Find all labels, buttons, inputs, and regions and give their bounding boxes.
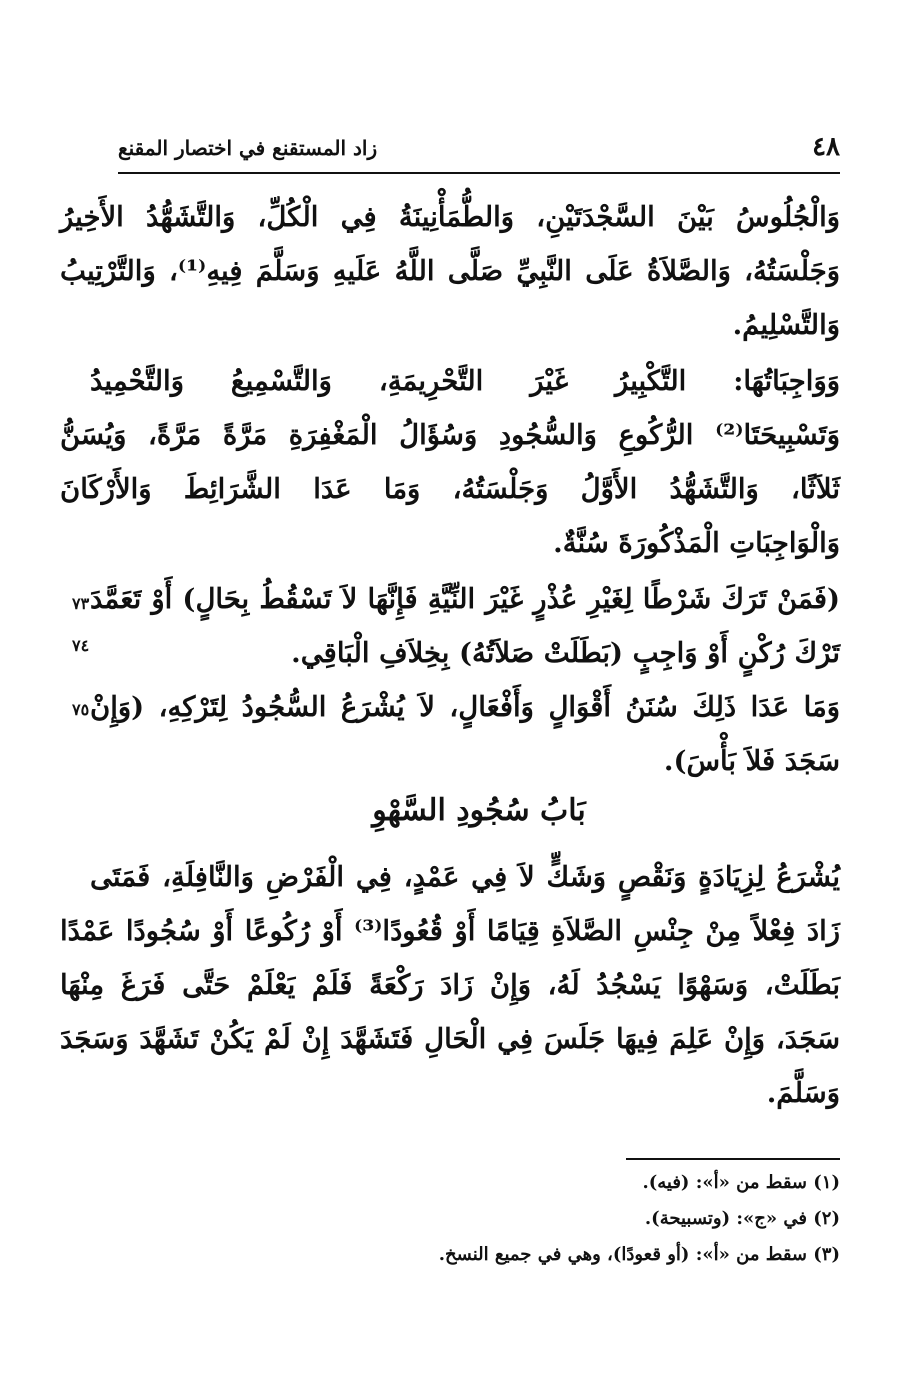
body-line: زَادَ فِعْلاً مِنْ جِنْسِ الصَّلاَةِ قِيَامًا أَوْ قُعُودًا⁽³⁾ أَوْ رُكُوعًا أَوْ سُجُودًا عَمْدًا bbox=[60, 915, 840, 947]
footnote: (١) سقط من «أ»: (فيه). bbox=[642, 1172, 840, 1193]
body-line: بَطَلَتْ، وَسَهْوًا يَسْجُدُ لَهُ، وَإِنْ زَادَ رَكْعَةً فَلَمْ يَعْلَمْ حَتَّى فَرَغَ مِنْهَا bbox=[60, 969, 840, 1001]
header-rule bbox=[118, 172, 840, 174]
body-line: سَجَدَ، وَإِنْ عَلِمَ فِيهَا جَلَسَ فِي الْحَالِ فَتَشَهَّدَ إِنْ لَمْ يَكُنْ تَشَهَّدَ وَسَجَدَ bbox=[60, 1023, 840, 1055]
body-line: وَتَسْبِيحَتَا⁽²⁾ الرُّكُوعِ وَالسُّجُودِ وَسُؤَالُ الْمَغْفِرَةِ مَرَّةً مَرَّةً، وَيُسَنُّ bbox=[60, 419, 840, 451]
page-header bbox=[118, 128, 840, 174]
body-line: يُشْرَعُ لِزِيَادَةٍ وَنَقْصٍ وَشَكٍّ لاَ فِي عَمْدٍ، فِي الْفَرْضِ وَالنَّافِلَةِ، فَمَتَى bbox=[90, 861, 840, 893]
body-line: (فَمَنْ تَرَكَ شَرْطًا لِغَيْرِ عُذْرٍ غَيْرَ النِّيَّةِ فَإِنَّهَا لاَ تَسْقُطُ بِحَالٍ) أَوْ تَعَمَّدَ bbox=[90, 583, 840, 615]
page-number: ٤٨ bbox=[812, 132, 840, 162]
body-line: وَالْجُلُوسُ بَيْنَ السَّجْدَتَيْنِ، وَالطُّمَأْنِينَةُ فِي الْكُلِّ، وَالتَّشَهُّدُ الأَخِيرُ bbox=[60, 201, 840, 233]
margin-number: ٧٤ bbox=[72, 636, 90, 655]
body-line: وَجَلْسَتُهُ، وَالصَّلاَةُ عَلَى النَّبِيِّ صَلَّى اللَّهُ عَلَيهِ وَسَلَّمَ فِيهِ⁽¹⁾، وَالتَّرْتِيبُ bbox=[60, 255, 841, 287]
footnote: (٣) سقط من «أ»: (أو قعودًا)، وهي في جميع النسخ. bbox=[438, 1244, 840, 1265]
body-line: ثَلاَثًا، وَالتَّشَهُّدُ الأَوَّلُ وَجَلْسَتُهُ، وَمَا عَدَا الشَّرَائِطَ وَالأَرْكَانَ bbox=[60, 473, 840, 505]
margin-number: ٧٥ bbox=[72, 700, 90, 719]
body-line: تَرْكَ رُكْنٍ أَوْ وَاجِبٍ (بَطَلَتْ صَلاَتُهُ) بِخِلاَفِ الْبَاقِي. bbox=[291, 637, 840, 669]
margin-number: ٧٣ bbox=[72, 594, 90, 613]
body-line: وَمَا عَدَا ذَلِكَ سُنَنُ أَقْوَالٍ وَأَفْعَالٍ، لاَ يُشْرَعُ السُّجُودُ لِتَرْكِهِ، (وَإِنْ bbox=[90, 691, 840, 723]
body-line: وَوَاجِبَاتُهَا: التَّكْبِيرُ غَيْرَ التَّحْرِيمَةِ، وَالتَّسْمِيعُ وَالتَّحْمِيدُ bbox=[90, 365, 840, 397]
body-line: سَجَدَ فَلاَ بَأْسَ). bbox=[663, 745, 840, 777]
body-line: وَسَلَّمَ. bbox=[766, 1077, 840, 1109]
body-line: وَالْوَاجِبَاتِ الْمَذْكُورَةَ سُنَّةٌ. bbox=[553, 527, 840, 559]
section-heading: بَابُ سُجُودِ السَّهْوِ bbox=[372, 793, 586, 828]
footnote-rule bbox=[626, 1158, 840, 1160]
running-title: زاد المستقنع في اختصار المقنع bbox=[118, 136, 378, 160]
body-line: وَالتَّسْلِيمُ. bbox=[732, 309, 840, 341]
footnote: (٢) في «ج»: (وتسبيحة). bbox=[644, 1208, 840, 1229]
